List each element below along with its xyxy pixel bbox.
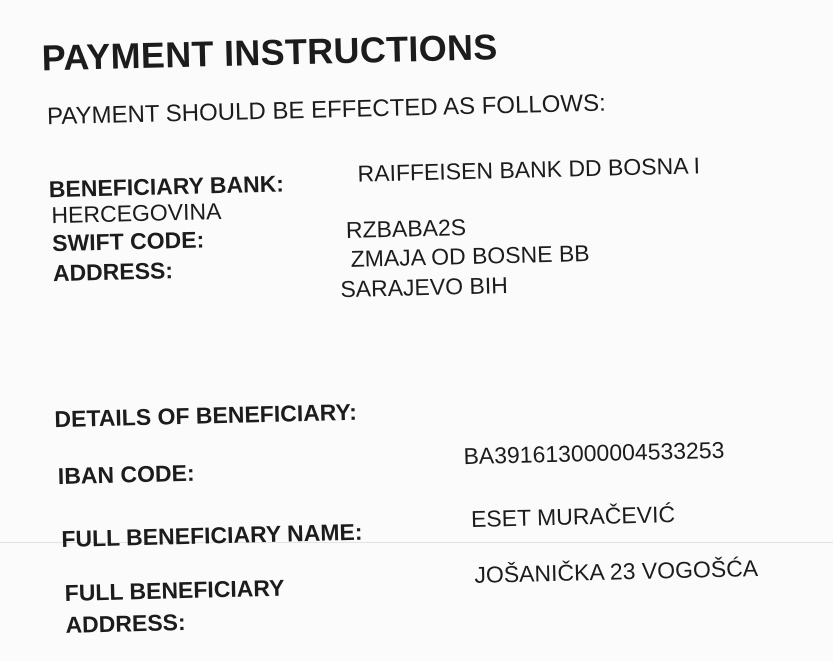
- document-title: PAYMENT INSTRUCTIONS: [41, 26, 499, 79]
- beneficiary-name-value: ESET MURAČEVIĆ: [470, 501, 676, 532]
- intro-text: PAYMENT SHOULD BE EFFECTED AS FOLLOWS:: [46, 89, 607, 131]
- beneficiary-name-label: FULL BENEFICIARY NAME:: [61, 518, 363, 553]
- swift-code-label: SWIFT CODE:: [51, 226, 205, 257]
- bank-address-label: ADDRESS:: [52, 257, 174, 287]
- iban-label: IBAN CODE:: [57, 459, 195, 490]
- beneficiary-bank-value-cont: HERCEGOVINA: [51, 198, 222, 229]
- iban-value: BA391613000004533253: [463, 436, 725, 470]
- beneficiary-address-label-line2: ADDRESS:: [65, 609, 186, 638]
- bank-address-line2: SARAJEVO BIH: [340, 272, 509, 303]
- beneficiary-bank-value: RAIFFEISEN BANK DD BOSNA I: [357, 152, 701, 187]
- beneficiary-section-label: DETAILS OF BENEFICIARY:: [54, 398, 358, 433]
- beneficiary-address-value: JOŠANIČKA 23 VOGOŠĆA: [474, 554, 759, 588]
- bank-address-line1: ZMAJA OD BOSNE BB: [350, 240, 590, 272]
- beneficiary-bank-label: BENEFICIARY BANK:: [48, 170, 285, 203]
- swift-code-value: RZBABA2S: [345, 214, 467, 243]
- beneficiary-address-label-line1: FULL BENEFICIARY: [64, 574, 285, 606]
